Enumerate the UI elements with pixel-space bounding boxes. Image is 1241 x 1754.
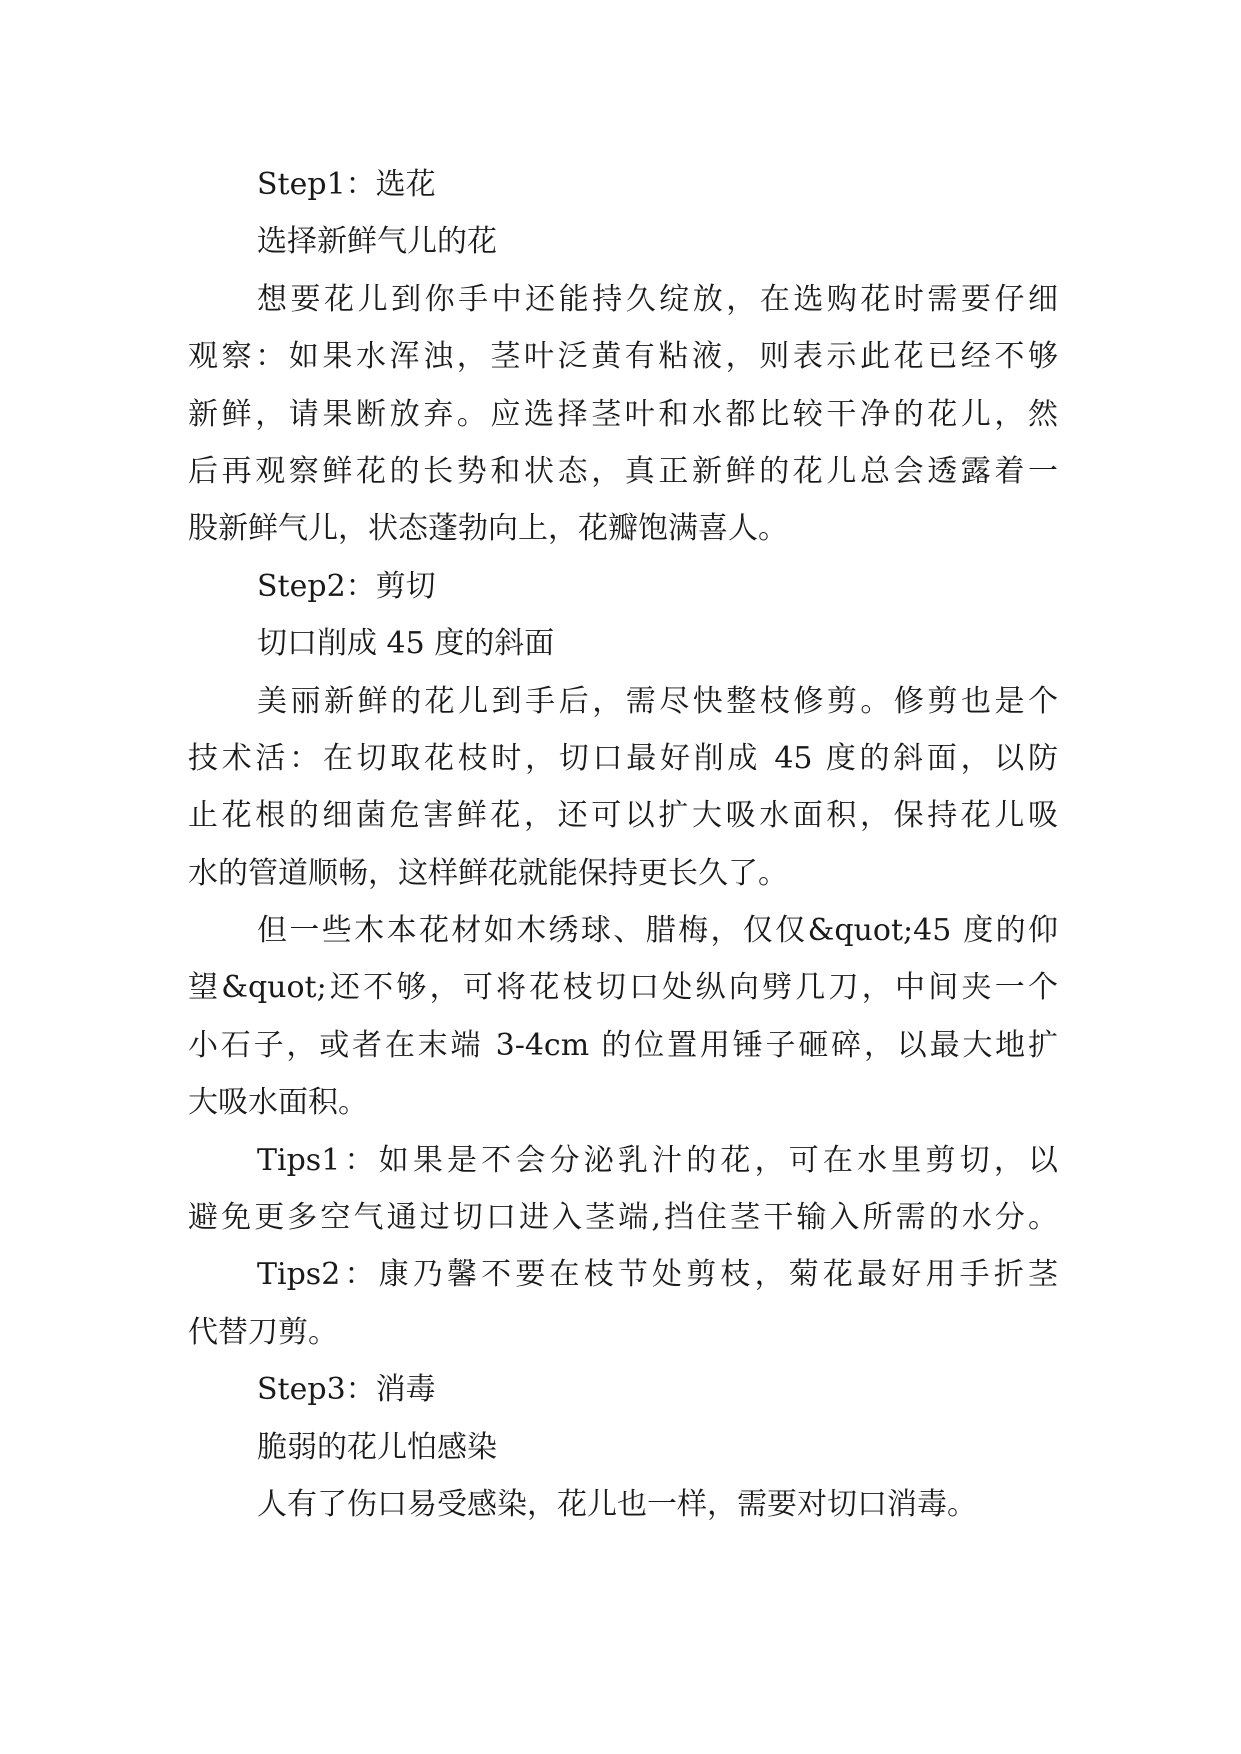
text-line: 选择新鲜气儿的花 [257, 224, 497, 260]
text-line: 股新鲜气儿，状态蓬勃向上，花瓣饱满喜人。 [188, 511, 788, 547]
text-line: 望&quot;还不够，可将花枝切口处纵向劈几刀，中间夹一个 [188, 970, 1058, 1006]
text-line: 止花根的细菌危害鲜花，还可以扩大吸水面积，保持花儿吸 [188, 798, 1058, 834]
text-line: Step2：剪切 [257, 568, 436, 604]
document-lines [188, 156, 1058, 1533]
text-line: Step1：选花 [257, 167, 436, 202]
text-line: 代替刀剪。 [188, 1314, 338, 1350]
text-line: 人有了伤口易受感染，花儿也一样，需要对切口消毒。 [257, 1486, 977, 1522]
text-line: 美丽新鲜的花儿到手后，需尽快整枝修剪。修剪也是个 [257, 683, 1058, 719]
text-line: 后再观察鲜花的长势和状态，真正新鲜的花儿总会透露着一 [188, 453, 1058, 489]
text-line: Tips1：如果是不会分泌乳汁的花，可在水里剪切，以 [257, 1142, 1058, 1178]
text-line: Tips2：康乃馨不要在枝节处剪枝，菊花最好用手折茎 [257, 1257, 1058, 1293]
text-line: 切口削成 45 度的斜面 [257, 626, 555, 662]
text-line: 但一些木本花材如木绣球、腊梅，仅仅&quot;45 度的仰 [257, 913, 1058, 949]
text-line: 新鲜，请果断放弃。应选择茎叶和水都比较干净的花儿，然 [188, 396, 1058, 432]
text-line: 脆弱的花儿怕感染 [257, 1429, 497, 1465]
text-line: 想要花儿到你手中还能持久绽放，在选购花时需要仔细 [257, 281, 1058, 317]
text-line: 水的管道顺畅，这样鲜花就能保持更长久了。 [188, 855, 788, 891]
text-line: 观察：如果水浑浊，茎叶泛黄有粘液，则表示此花已经不够 [188, 339, 1058, 375]
text-line: 技术活：在切取花枝时，切口最好削成 45 度的斜面，以防 [188, 740, 1058, 776]
text-line: 避免更多空气通过切口进入茎端,挡住茎干输入所需的水分。 [188, 1200, 1058, 1236]
text-line: 大吸水面积。 [188, 1085, 368, 1121]
document-body [188, 156, 1058, 1533]
text-line: Step3：消毒 [257, 1372, 436, 1408]
text-line: 小石子，或者在末端 3-4cm 的位置用锤子砸碎，以最大地扩 [188, 1027, 1058, 1063]
